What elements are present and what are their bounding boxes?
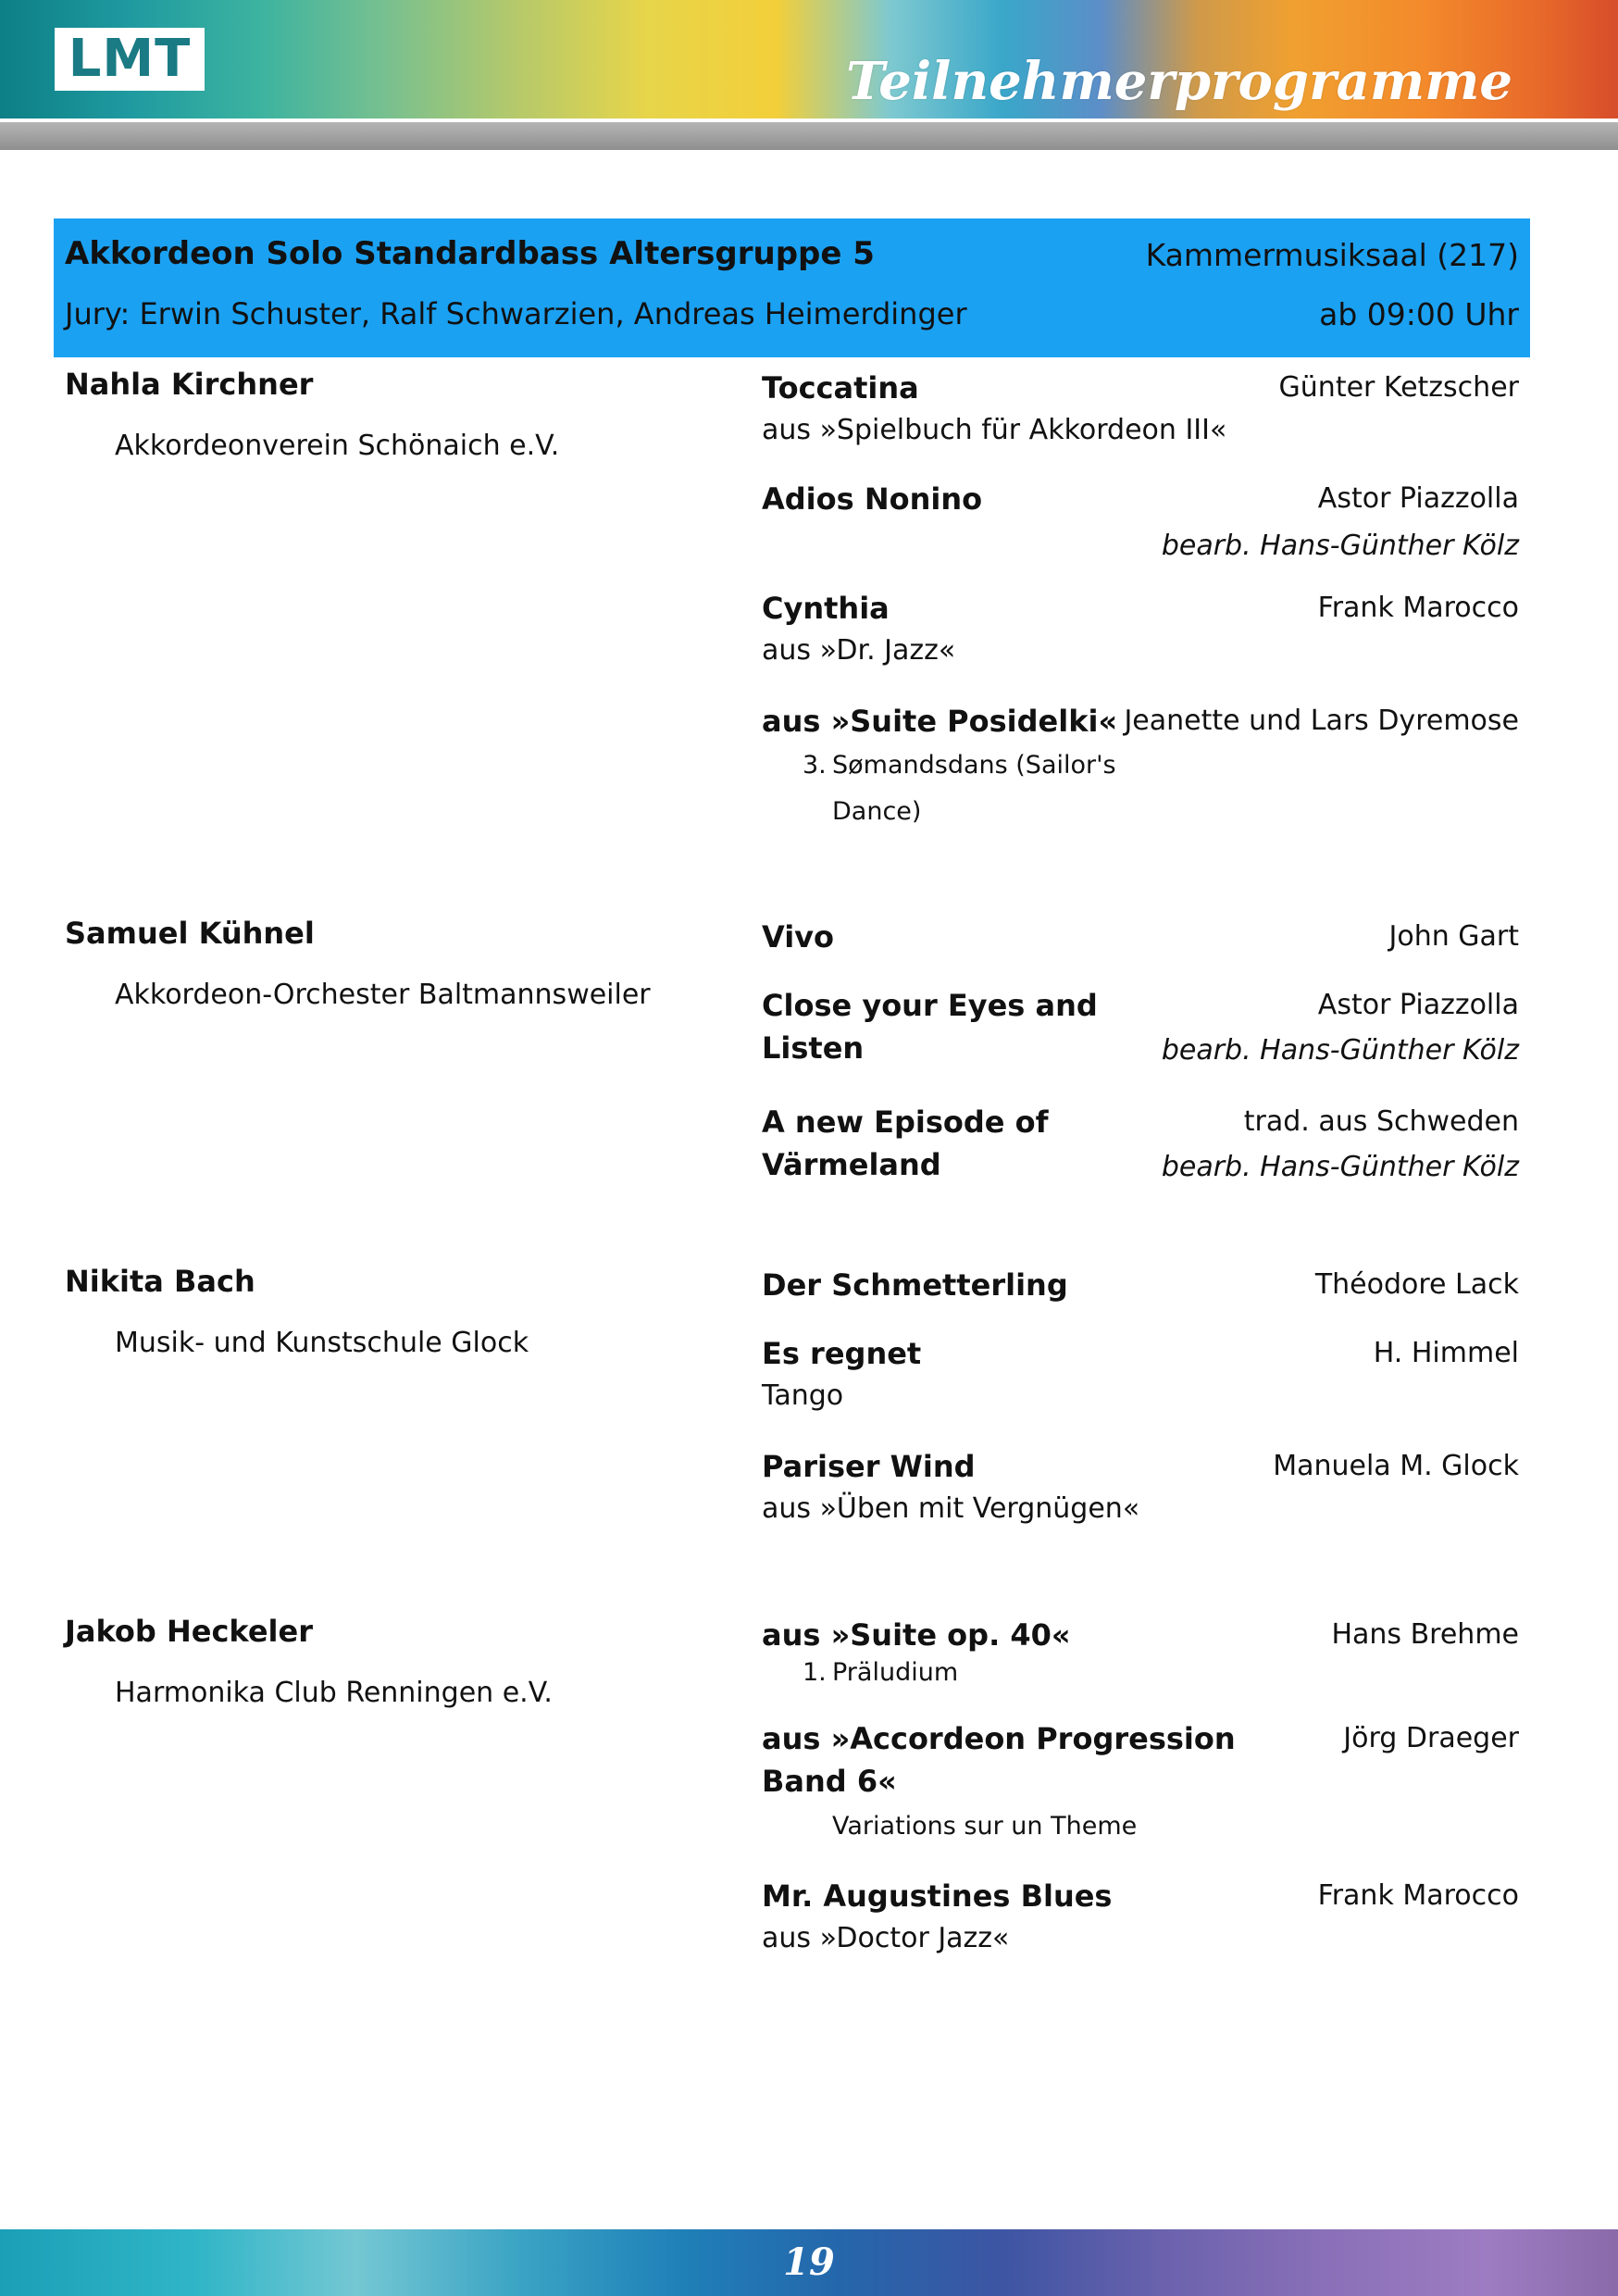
section-header — [54, 218, 1530, 357]
piece-title: Vivo — [762, 919, 835, 955]
piece-composer: Jeanette und Lars Dyremose — [1124, 705, 1519, 737]
piece-title-line: Close your Eyes and — [762, 988, 1098, 1023]
piece-composer: trad. aus Schweden — [1243, 1105, 1519, 1138]
section-room: Kammermusiksaal (217) — [1145, 237, 1519, 273]
piece-composer: John Gart — [1388, 920, 1519, 953]
piece — [762, 478, 1519, 572]
piece-movement — [803, 1656, 1519, 1690]
piece-subtitle: aus »Dr. Jazz« — [762, 634, 956, 667]
piece-title: Pariser Wind — [762, 1449, 976, 1484]
piece — [762, 1875, 1519, 1960]
piece-title: aus »Suite op. 40« — [762, 1617, 1071, 1653]
piece-title: aus »Suite Posidelki« — [762, 704, 1118, 739]
piece-title: Cynthia — [762, 591, 890, 626]
piece — [762, 1445, 1519, 1530]
piece-title: Toccatina — [762, 370, 919, 406]
movement-title: Sømandsdans (Sailor's — [832, 751, 1116, 780]
piece — [762, 916, 1519, 958]
piece-arranger: bearb. Hans-Günther Kölz — [1161, 1151, 1519, 1183]
piece-title — [762, 1717, 1236, 1803]
piece-title: Mr. Augustines Blues — [762, 1878, 1113, 1914]
performer-name: Nikita Bach — [65, 1264, 255, 1299]
section-jury: Jury: Erwin Schuster, Ralf Schwarzien, Andreas Heimerdinger — [65, 296, 967, 331]
piece-composer: Jörg Draeger — [1343, 1722, 1519, 1754]
piece-composer: H. Himmel — [1373, 1337, 1519, 1369]
piece-movement — [803, 742, 1519, 835]
performer-name: Nahla Kirchner — [65, 367, 314, 402]
page-number: 19 — [783, 2240, 835, 2284]
header-gray-bar — [0, 122, 1618, 150]
performer-name: Samuel Kühnel — [65, 916, 315, 951]
piece-composer: Frank Marocco — [1317, 592, 1519, 624]
piece — [762, 700, 1519, 835]
piece — [762, 1614, 1519, 1690]
movement-title-continued: Dance) — [832, 797, 922, 826]
lmt-logo: LMT — [55, 28, 205, 91]
piece-subtitle: aus »Doctor Jazz« — [762, 1922, 1010, 1954]
piece-composer: Manuela M. Glock — [1273, 1450, 1519, 1482]
piece-composer: Astor Piazzolla — [1317, 989, 1519, 1021]
performer-organization: Harmonika Club Renningen e.V. — [115, 1677, 553, 1709]
section-title: Akkordeon Solo Standardbass Altersgruppe 5 — [65, 235, 875, 272]
piece-title — [762, 1101, 1049, 1186]
piece-title-line: A new Episode of — [762, 1104, 1049, 1140]
piece-title-line: aus »Accordeon Progression — [762, 1721, 1236, 1756]
piece-title — [762, 984, 1098, 1069]
piece-composer: Théodore Lack — [1314, 1268, 1519, 1301]
piece-list — [762, 1264, 1519, 1558]
piece-list — [762, 367, 1519, 863]
piece — [762, 1332, 1519, 1417]
page-title: Teilnehmerprogramme — [846, 51, 1512, 112]
piece-credits — [1162, 984, 1519, 1075]
piece-variation: Variations sur un Theme — [832, 1812, 1138, 1841]
piece-title: Es regnet — [762, 1336, 922, 1371]
piece-subtitle: aus »Spielbuch für Akkordeon III« — [762, 414, 1227, 446]
piece-subtitle: Tango — [762, 1379, 844, 1412]
piece-list — [762, 916, 1519, 1219]
movement-number: 1. — [803, 1658, 827, 1687]
piece-title: Der Schmetterling — [762, 1267, 1068, 1303]
piece-title-line: Listen — [762, 1030, 865, 1066]
piece — [762, 587, 1519, 672]
piece-title-line: Värmeland — [762, 1147, 941, 1182]
piece-composer: Frank Marocco — [1317, 1879, 1519, 1912]
piece-composer: Hans Brehme — [1331, 1618, 1519, 1651]
piece-arranger: bearb. Hans-Günther Kölz — [1161, 530, 1519, 562]
piece-list — [762, 1614, 1519, 1988]
performer-organization: Musik- und Kunstschule Glock — [115, 1327, 529, 1359]
performer-organization: Akkordeonverein Schönaich e.V. — [115, 430, 560, 462]
movement-number: 3. — [803, 751, 827, 780]
piece — [762, 1717, 1519, 1851]
piece — [762, 1101, 1519, 1192]
piece — [762, 984, 1519, 1075]
piece — [762, 1264, 1519, 1306]
piece-subtitle: aus »Üben mit Vergnügen« — [762, 1492, 1140, 1525]
performer-organization: Akkordeon-Orchester Baltmannsweiler — [115, 979, 651, 1011]
piece-composer: Astor Piazzolla — [1317, 482, 1519, 515]
piece — [762, 367, 1519, 452]
piece-composer: Günter Ketzscher — [1278, 371, 1519, 404]
piece-arranger: bearb. Hans-Günther Kölz — [1161, 1034, 1519, 1067]
movement-title: Präludium — [832, 1658, 959, 1687]
performer-name: Jakob Heckeler — [65, 1614, 313, 1649]
piece-credits — [1162, 1101, 1519, 1192]
section-time: ab 09:00 Uhr — [1319, 296, 1519, 332]
piece-title: Adios Nonino — [762, 481, 983, 517]
piece-title-line: Band 6« — [762, 1764, 897, 1799]
